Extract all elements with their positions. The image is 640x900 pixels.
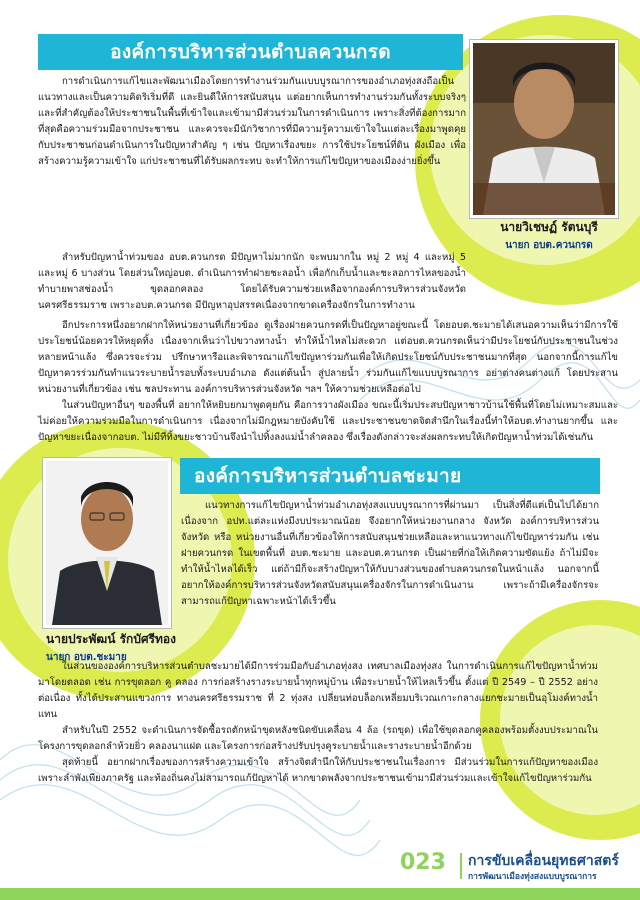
section1-paragraph-2: สำหรับปัญหาน้ำท่วมของ อบต.ควนกรด มีปัญหาไม่มากนัก จะพบมากใน หมู่ 2 หมู่ 4 และหมู่ 5 และหมู่ 6 บางส่วน โดยส่วนใหญ่อบต. ดำเนินการทำฝายชะลอน้ำ เพื่อกักเก็บน้ำและชะลอการไหลของน้ำ ทำบายพาสช่องน้ำ ขุดลอกคลอง โดยได้รับความช่วยเหลือจากองค์การบริหารส่วนจังหวัดนครศรีธรรมราช เพราะอบต.ควนกรด มีปัญหาอุปสรรคเนื่องจากขาดเครื่องจักรในการทำงาน: [38, 252, 466, 311]
section2-paragraph-2: ในส่วนขององค์การบริหารส่วนตำบลชะมายได้มีการร่วมมือกับอำเภอทุ่งสง เทศบาลเมืองทุ่งสง ในการดำเนินการแก้ไขปัญหาน้ำท่วมมาโดยตลอด เช่น การขุดลอก คู คลอง การก่อสร้างรางระบายน้ำทุกหมู่บ้าน เพื่อระบายน้ำให้ไหลเร็วขึ้น ตั้งแต่ ปี 2549 – ปี 2552 อย่างต่อเนื่อง ทั้งได้ประสานแขวงการ ทางนครศรีธรรมราช ที่ 2 ทุ่งสง เปลี่ยนท่อบล็อกเหลี่ยมบริเวณเกาะกลางแยกชะมายเป็นอุโมงค์ทางน้ำแทน: [38, 661, 598, 720]
caption-1-role: นายก อบต.ควนกรด: [505, 240, 593, 251]
section1-heading: องค์การบริหารส่วนตำบลควนกรด: [38, 34, 463, 70]
footer-subtitle: การพัฒนาเมืองทุ่งสงแบบบูรณาการ: [468, 872, 597, 882]
page-number: 023: [400, 850, 446, 875]
section1-paragraph-1: การดำเนินการแก้ไขและพัฒนาเมืองโดยการทำงานร่วมกันแบบบูรณาการของอำเภอทุ่งสงถือเป็นแนวทางและเป็นความคิดริเริ่มที่ดี และยินดีให้การสนับสนุน แต่อยากเห็นการทำงานร่วมกันทั้งระบบจริงๆ และที่สำคัญต้องให้ประชาชนในพื้นที่เข้าใจและเข้ามามีส่วนร่วมในการดำเนินการ เพราะสิ่งที่ต้องการมากที่สุดคือความร่วมมือจากประชาชน และควรจะมีนักวิชาการที่มีความรู้ความเข้าใจในแต่ละเรื่องมาพูดคุย กับประชาชนก่อนดำเนินการในปัญหาสำคัญ ๆ เช่น ปัญหาเรื่องขยะ การใช้ประโยชน์ที่ดิน ผังเมือง เพื่อสร้างความรู้ความเข้าใจ แก่ประชาชนที่ได้รับผลกระทบ จะทำให้การแก้ไขปัญหาของเมืองง่ายยิ่งขึ้น: [38, 76, 466, 167]
caption-2-role: นายก อบต.ชะมาย: [46, 652, 127, 663]
section2-text-block-b: [38, 659, 598, 787]
footer-separator: [460, 853, 462, 879]
portrait-1-image: [473, 43, 615, 215]
section2-paragraph-1: แนวทางการแก้ไขปัญหาน้ำท่วมอำเภอทุ่งสงแบบบูรณาการที่ผ่านมา เป็นสิ่งที่ดีแต่เป็นไปได้ยากเนื่องจาก อปท.แต่ละแห่งมีงบประมาณน้อย จึงอยากให้หน่วยงานกลาง จังหวัด องค์การบริหารส่วนจังหวัด หรือ หน่วยงานอื่นที่เกี่ยวข้องให้การสนับสนุนช่วยเหลือและหาแนวทางแก้ไขปัญหาร่วมกัน เช่นฝายควนกรด ในเขตพื้นที่ อบต.ชะมาย และอบต.ควนกรด เป็นฝายที่ก่อให้เกิดความขัดแย้ง ถ้าไม่มีจะทำให้น้ำไหลได้เร็ว แต่ถ้ามีก็จะสร้างปัญหาให้กับบางส่วนของตำบลควนกรดในหน้าแล้ง นอกจากนี้อยากให้องค์การบริหารส่วนจังหวัดสนับสนุนเครื่องจักรในการดำเนินงาน เพราะถ้ามีเครื่องจักรจะสามารถแก้ปัญหาเฉพาะหน้าได้เร็วขึ้น: [181, 500, 599, 607]
section1-paragraph-3: อีกประการหนึ่งอยากฝากให้หน่วยงานที่เกี่ยวข้อง ดูเรื่องฝายควนกรดที่เป็นปัญหาอยู่ขณะนี้ โดยอบต.ชะมายได้เสนอความเห็นว่ามีการใช้ประโยชน์น้อยควรให้หยุดทิ้ง เนื่องจากเห็นว่าไปขวางทางน้ำ ทำให้น้ำไหลไม่สะดวก แต่อบต.ควนกรดเห็นว่ามีประโยชน์กับประชาชนในช่วงหลายหน้าแล้ง ซึ่งควรจะร่วม ปรึกษาหารือและพิจารณาแก้ไขปัญหาร่วมกันเพื่อให้เกิดประโยชน์กับประชาชนมากที่สุด นอกจากนี้การแก้ไขปัญหาควรร่วมกันทำแนวระบายน้ำรอบทั้งระบบอำเภอ ดังแต่ต้นน้ำ สู่ปลายน้ำ ร่วมกันแก้ไขแบบบูรณาการ อย่าต่างคนต่างแก้ โดยประสานหน่วยงานที่เกี่ยวข้อง เช่น ชลประทาน องค์การบริหารส่วนจังหวัด ฯลฯ ให้ความช่วยเหลือต่อไป: [38, 320, 618, 395]
caption-1-name: นายวิเชษฏ์ รัตนบุรี: [500, 220, 598, 234]
portrait-photo-wichet: [470, 40, 618, 218]
section1-paragraph-4: ในส่วนปัญหาอื่นๆ ของพื้นที่ อยากให้หยิบยกมาพูดคุยกัน คือการวางผังเมือง ขณะนี้เริ่มประสบปัญหาชาวบ้านใช้พื้นที่โดยไม่เหมาะสมและไม่ค่อยให้ความร่วมมือในการดำเนินการ เนื่องจากไม่มีกฎหมายบังคับใช้ และประชาชนขาดจิตสำนึกในเรื่องนี้ทำให้อบต.ทำงานยากขึ้น และปัญหาขยะเนื่องจากอบต. ไม่มีที่ทิ้งขยะชาวบ้านจึงนำไปทิ้งลงแม่น้ำลำคลอง ซึ่งเรื่องดังกล่าวจะส่งผลกระทบให้เกิดปัญหาน้ำท่วมได้เช่นกัน: [38, 400, 618, 443]
page-footer: [400, 850, 640, 884]
section2-paragraph-4: สุดท้ายนี้ อยากฝากเรื่องของการสร้างความเข้าใจ สร้างจิตสำนึกให้กับประชาชนในเรื่องการ มีส่วนร่วมในการแก้ปัญหาของเมือง เพราะลำพังเพียงภาครัฐ และท้องถิ่นคงไม่สามารถแก้ปัญหาได้ หากขาดพลังจากประชาชนเข้ามามีส่วนร่วมและเข้าใจแก้ไขปัญหาร่วมกัน: [38, 757, 598, 784]
footer-title: การขับเคลื่อนยุทธศาสตร์: [468, 853, 619, 869]
section1-text-block-a: [38, 74, 466, 170]
section2-heading: องค์การบริหารส่วนตำบลชะมาย: [180, 458, 600, 494]
bottom-green-band: [0, 888, 640, 900]
section1-text-block-b: [38, 250, 466, 314]
caption-1: [474, 218, 624, 253]
section2-paragraph-3: สำหรับในปี 2552 จะดำเนินการจัดซื้อรถตักหน้าขุดหลังชนิดขับเคลื่อน 4 ล้อ (รถขุด) เพื่อใช้ขุดลอกคูคลองพร้อมตั้งงบประมาณในโครงการขุดลอกลำห้วยยิ่ว คลองนาแฝด และโครงการก่อสร้างปรับปรุงคูระบายน้ำและรางระบายน้ำอีกด้วย: [38, 725, 598, 752]
section2-text-block-a: [181, 498, 599, 610]
section1-text-block-c: [38, 318, 618, 446]
portrait-photo-praphat: [43, 458, 171, 628]
caption-2-name: นายประพัฒน์ รักบัศรีทอง: [46, 632, 176, 646]
portrait-2-image: [46, 461, 168, 625]
